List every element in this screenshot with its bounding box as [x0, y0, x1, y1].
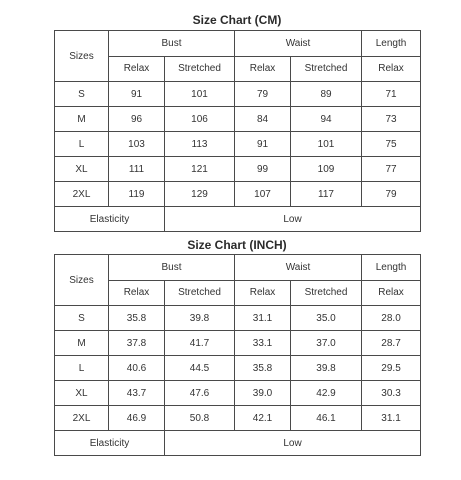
table-row	[55, 82, 421, 107]
value-cell: 99	[235, 157, 291, 182]
size-cell: S	[55, 82, 109, 107]
value-cell: 44.5	[165, 356, 235, 381]
table-row	[55, 182, 421, 207]
chart-title: Size Chart (INCH)	[187, 238, 287, 252]
subheader-cell: Stretched	[165, 56, 235, 82]
table-row	[55, 356, 421, 381]
value-cell: 30.3	[362, 381, 421, 406]
size-cell: M	[55, 331, 109, 356]
value-cell: 101	[291, 132, 362, 157]
header-sizes: Sizes	[55, 31, 109, 82]
size-cell: 2XL	[55, 406, 109, 431]
value-cell: 119	[109, 182, 165, 207]
size-cell: 2XL	[55, 182, 109, 207]
subheader-cell: Relax	[109, 280, 165, 306]
value-cell: 39.0	[235, 381, 291, 406]
chart-title: Size Chart (CM)	[192, 13, 282, 27]
value-cell: 71	[362, 82, 421, 107]
value-cell: 47.6	[165, 381, 235, 406]
table-row	[55, 132, 421, 157]
value-cell: 37.8	[109, 331, 165, 356]
value-cell: 129	[165, 182, 235, 207]
header-row	[55, 255, 421, 281]
value-cell: 94	[291, 107, 362, 132]
table-row	[55, 306, 421, 331]
size-cell: L	[55, 132, 109, 157]
subheader-cell: Relax	[235, 280, 291, 306]
size-cell: M	[55, 107, 109, 132]
value-cell: 35.8	[235, 356, 291, 381]
elasticity-row	[55, 431, 421, 456]
value-cell: 91	[109, 82, 165, 107]
value-cell: 33.1	[235, 331, 291, 356]
header-sizes: Sizes	[55, 255, 109, 306]
header-row	[55, 31, 421, 57]
table-row	[55, 157, 421, 182]
value-cell: 91	[235, 132, 291, 157]
elasticity-label: Elasticity	[55, 431, 165, 456]
size-cell: S	[55, 306, 109, 331]
value-cell: 46.1	[291, 406, 362, 431]
value-cell: 50.8	[165, 406, 235, 431]
subheader-cell: Relax	[109, 56, 165, 82]
table-row	[55, 107, 421, 132]
value-cell: 46.9	[109, 406, 165, 431]
size-cell: XL	[55, 381, 109, 406]
value-cell: 113	[165, 132, 235, 157]
subheader-cell: Relax	[362, 280, 421, 306]
value-cell: 37.0	[291, 331, 362, 356]
elasticity-row	[55, 207, 421, 232]
value-cell: 106	[165, 107, 235, 132]
value-cell: 39.8	[165, 306, 235, 331]
value-cell: 96	[109, 107, 165, 132]
subheader-cell: Relax	[362, 56, 421, 82]
header-length: Length	[362, 255, 421, 281]
value-cell: 40.6	[109, 356, 165, 381]
value-cell: 89	[291, 82, 362, 107]
size-cell: XL	[55, 157, 109, 182]
header-length: Length	[362, 31, 421, 57]
value-cell: 77	[362, 157, 421, 182]
value-cell: 39.8	[291, 356, 362, 381]
value-cell: 84	[235, 107, 291, 132]
value-cell: 101	[165, 82, 235, 107]
value-cell: 28.7	[362, 331, 421, 356]
value-cell: 103	[109, 132, 165, 157]
size-table	[54, 254, 421, 456]
value-cell: 42.1	[235, 406, 291, 431]
subheader-cell: Stretched	[165, 280, 235, 306]
value-cell: 117	[291, 182, 362, 207]
value-cell: 35.0	[291, 306, 362, 331]
subheader-row	[55, 56, 421, 82]
value-cell: 111	[109, 157, 165, 182]
value-cell: 75	[362, 132, 421, 157]
size-cell: L	[55, 356, 109, 381]
value-cell: 41.7	[165, 331, 235, 356]
value-cell: 79	[362, 182, 421, 207]
header-bust: Bust	[109, 31, 235, 57]
subheader-cell: Relax	[235, 56, 291, 82]
value-cell: 109	[291, 157, 362, 182]
value-cell: 73	[362, 107, 421, 132]
value-cell: 42.9	[291, 381, 362, 406]
elasticity-value: Low	[165, 207, 421, 232]
size-table	[54, 30, 421, 232]
value-cell: 31.1	[235, 306, 291, 331]
subheader-cell: Stretched	[291, 56, 362, 82]
value-cell: 43.7	[109, 381, 165, 406]
value-cell: 121	[165, 157, 235, 182]
value-cell: 107	[235, 182, 291, 207]
table-row	[55, 381, 421, 406]
table-row	[55, 331, 421, 356]
elasticity-label: Elasticity	[55, 207, 165, 232]
header-bust: Bust	[109, 255, 235, 281]
value-cell: 79	[235, 82, 291, 107]
value-cell: 35.8	[109, 306, 165, 331]
subheader-row	[55, 280, 421, 306]
value-cell: 29.5	[362, 356, 421, 381]
value-cell: 31.1	[362, 406, 421, 431]
header-waist: Waist	[235, 255, 362, 281]
value-cell: 28.0	[362, 306, 421, 331]
elasticity-value: Low	[165, 431, 421, 456]
table-row	[55, 406, 421, 431]
header-waist: Waist	[235, 31, 362, 57]
subheader-cell: Stretched	[291, 280, 362, 306]
